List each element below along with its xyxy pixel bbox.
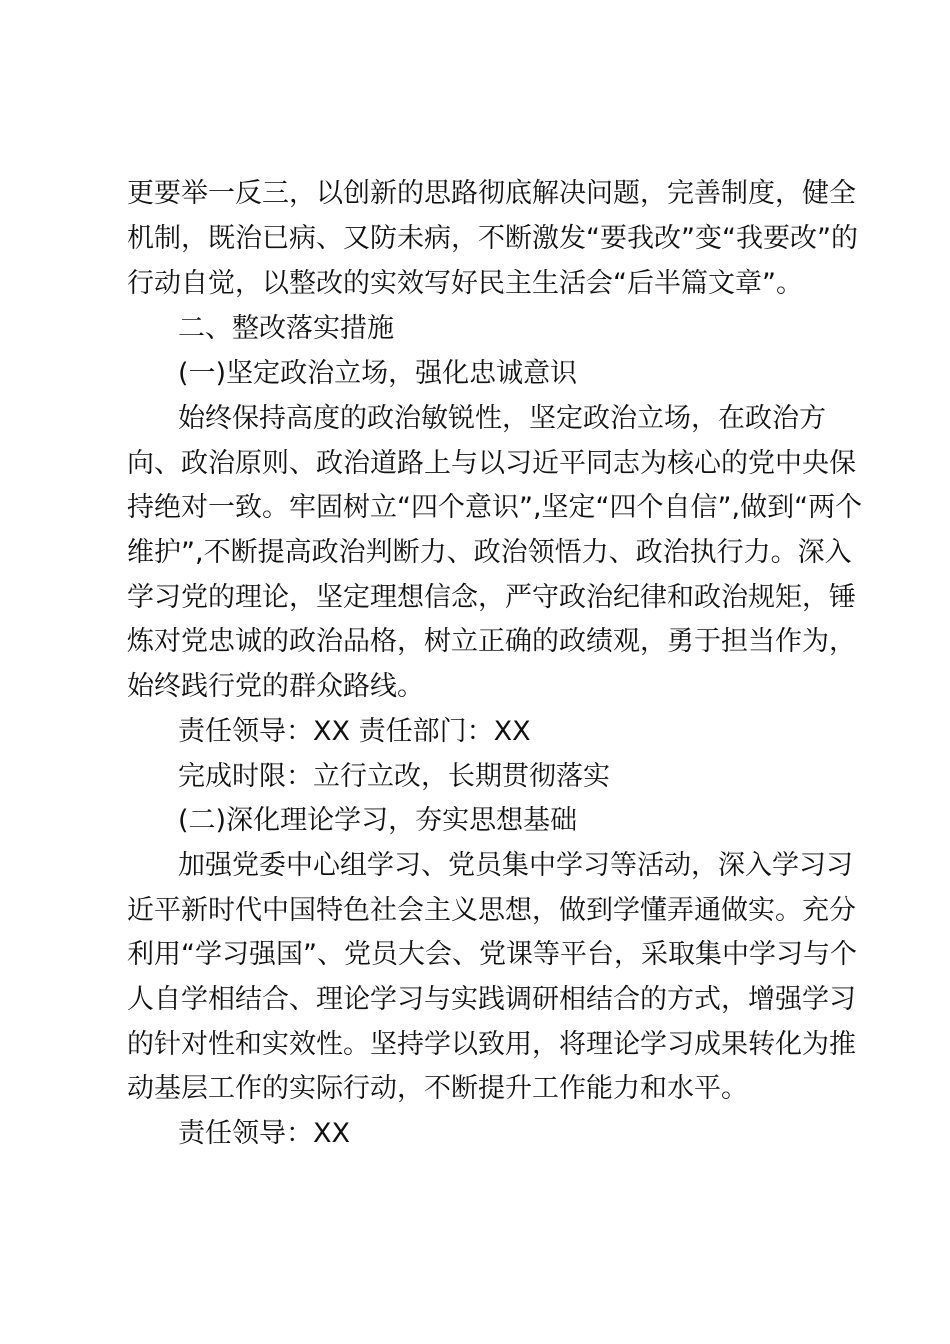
paragraph-line: 行动自觉，以整改的实效写好民主生活会“后半篇文章”。	[127, 268, 803, 299]
paragraph-line: 机制，既治已病、又防未病，不断激发“要我改”变“我要改”的	[127, 223, 858, 254]
paragraph-line: 更要举一反三，以创新的思路彻底解决问题，完善制度，健全	[127, 178, 856, 209]
responsible-leader-line: 责任领导：XX 责任部门：XX	[178, 716, 531, 747]
paragraph-line: 炼对党忠诚的政治品格，树立正确的政绩观，勇于担当作为，	[127, 626, 856, 657]
paragraph-line: 人自学相结合、理论学习与实践调研相结合的方式，增强学习	[127, 984, 856, 1015]
responsible-leader-line: 责任领导：XX	[178, 1118, 350, 1149]
paragraph-line: 始终践行党的群众路线。	[127, 671, 424, 702]
paragraph-line: 学习党的理论，坚定理想信念，严守政治纪律和政治规矩，锤	[127, 582, 856, 613]
paragraph-line: 加强党委中心组学习、党员集中学习等活动，深入学习习	[178, 850, 853, 881]
subsection-heading: (一)坚定政治立场，强化忠诚意识	[178, 358, 578, 389]
paragraph-line: 利用“学习强国”、党员大会、党课等平台，采取集中学习与个	[127, 939, 857, 970]
paragraph-line: 动基层工作的实际行动，不断提升工作能力和水平。	[127, 1073, 748, 1104]
section-heading: 二、整改落实措施	[178, 313, 394, 344]
paragraph-line: 向、政治原则、政治道路上与以习近平同志为核心的党中央保	[127, 448, 856, 479]
paragraph-line: 的针对性和实效性。坚持学以致用，将理论学习成果转化为推	[127, 1029, 856, 1060]
subsection-heading: (二)深化理论学习，夯实思想基础	[178, 805, 578, 836]
deadline-line: 完成时限：立行立改，长期贯彻落实	[178, 761, 610, 792]
paragraph-line: 近平新时代中国特色社会主义思想，做到学懂弄通做实。充分	[127, 895, 856, 926]
paragraph-line: 维护”,不断提高政治判断力、政治领悟力、政治执行力。深入	[127, 537, 852, 568]
paragraph-line: 始终保持高度的政治敏锐性，坚定政治立场，在政治方	[178, 403, 826, 434]
paragraph-line: 持绝对一致。牢固树立“四个意识”,坚定“四个自信”,做到“两个	[127, 492, 863, 523]
